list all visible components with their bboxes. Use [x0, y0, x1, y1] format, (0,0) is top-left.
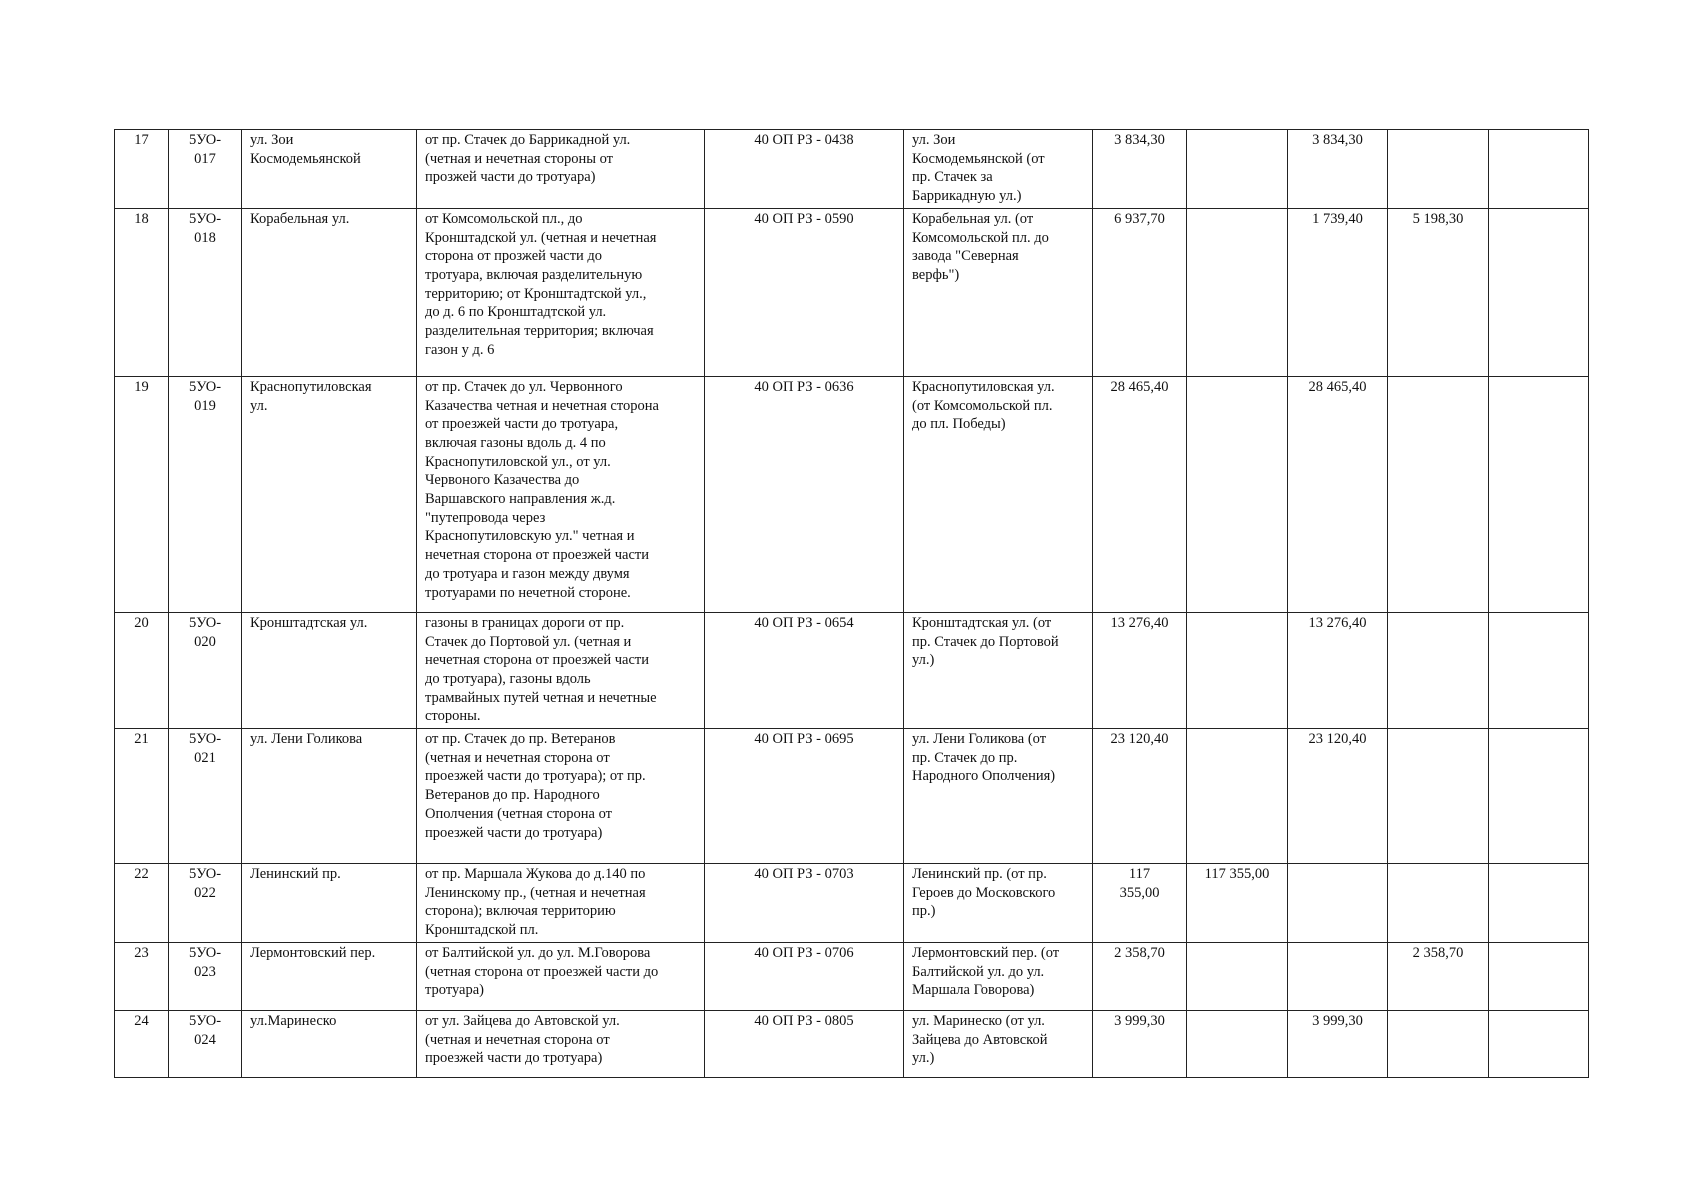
total-area-text: 3 834,30 [1114, 132, 1165, 148]
area-category-2 [1288, 376, 1388, 612]
row-number-text: 19 [134, 378, 149, 395]
area-category-1 [1187, 729, 1288, 864]
roads-table [114, 129, 1589, 1078]
area-category-2 [1288, 864, 1388, 943]
road-name [242, 729, 417, 864]
total-area [1093, 942, 1187, 1010]
registry-number-text: 40 ОП РЗ - 0654 [754, 614, 854, 631]
registry-number [705, 942, 904, 1010]
area-category-4 [1489, 1010, 1589, 1077]
road-name-text: ул. Лени Голикова [250, 731, 363, 748]
area-category-4 [1489, 376, 1589, 612]
road-reference-text: ул. Маринеско (от ул. Зайцева до Автовской ул.) [912, 1012, 1048, 1067]
table-row [115, 942, 1589, 1010]
section-description [417, 942, 705, 1010]
area-category-2 [1288, 1010, 1388, 1077]
area-category-4 [1489, 130, 1589, 209]
row-code-text: 5УО- 024 [188, 1012, 222, 1048]
area-category-3 [1388, 376, 1489, 612]
road-reference-text: ул. Зои Космодемьянской (от пр. Стачек за Баррикадную ул.) [912, 132, 1045, 205]
area-category-1 [1187, 376, 1288, 612]
row-code [169, 208, 242, 376]
table-row [115, 208, 1589, 376]
road-reference-text: Кронштадтская ул. (от пр. Стачек до Портовой ул.) [912, 614, 1059, 669]
row-number-text: 18 [134, 210, 149, 227]
area-category-2 [1288, 130, 1388, 209]
area-category-2 [1288, 208, 1388, 376]
area-category-1 [1187, 208, 1288, 376]
section-description [417, 376, 705, 612]
total-area [1093, 208, 1187, 376]
road-reference-text: ул. Лени Голикова (от пр. Стачек до пр. Народного Ополчения) [912, 731, 1056, 785]
road-name-text: Ленинский пр. [250, 866, 341, 883]
row-number [115, 864, 169, 943]
registry-number [705, 208, 904, 376]
road-reference [904, 612, 1093, 728]
section-description-text: от ул. Зайцева до Автовской ул. (четная и нечетная сторона от проезжей части до тротуара) [425, 1012, 620, 1067]
section-description [417, 1010, 705, 1077]
area-category-4 [1489, 864, 1589, 943]
row-code-text: 5УО- 021 [188, 731, 222, 766]
row-code-text: 5УО- 019 [188, 378, 222, 414]
area-category-4 [1489, 612, 1589, 728]
registry-number [705, 1010, 904, 1077]
area-category-1-text: 117 355,00 [1204, 866, 1270, 883]
area-category-3-text: 5 198,30 [1412, 210, 1464, 227]
registry-number [705, 130, 904, 209]
area-category-1 [1187, 612, 1288, 728]
area-category-2 [1288, 729, 1388, 864]
row-number [115, 208, 169, 376]
table-row [115, 864, 1589, 943]
registry-number-text: 40 ОП РЗ - 0695 [754, 731, 854, 748]
area-category-3 [1388, 130, 1489, 209]
area-category-2 [1288, 942, 1388, 1010]
area-category-2-text: 23 120,40 [1308, 731, 1367, 748]
area-category-3 [1388, 208, 1489, 376]
section-description-text: от пр. Стачек до Баррикадной ул. (четная и нечетная стороны от прозжей части до тротуара) [425, 132, 631, 186]
road-name [242, 130, 417, 209]
registry-number [705, 376, 904, 612]
row-number-text: 23 [134, 944, 149, 961]
row-code-text: 5УО- 022 [188, 866, 222, 901]
section-description-text: от пр. Маршала Жукова до д.140 по Ленинскому пр., (четная и нечетная сторона); включая территорию Кронштадской пл. [425, 866, 646, 939]
total-area [1093, 612, 1187, 728]
road-reference [904, 376, 1093, 612]
area-category-4 [1489, 729, 1589, 864]
registry-number-text: 40 ОП РЗ - 0636 [754, 378, 854, 395]
section-description [417, 729, 705, 864]
total-area-text: 117 355,00 [1119, 866, 1160, 901]
table-row [115, 1010, 1589, 1077]
area-category-1 [1187, 942, 1288, 1010]
section-description [417, 612, 705, 728]
area-category-2 [1288, 612, 1388, 728]
total-area-text: 28 465,40 [1110, 378, 1169, 395]
area-category-2-text: 3 999,30 [1312, 1012, 1363, 1029]
registry-number-text: 40 ОП РЗ - 0706 [754, 944, 854, 961]
registry-number [705, 864, 904, 943]
road-name [242, 942, 417, 1010]
area-category-3-text: 2 358,70 [1412, 944, 1464, 961]
table-row [115, 612, 1589, 728]
road-name-text: Краснопутиловская ул. [250, 378, 372, 414]
road-reference [904, 729, 1093, 864]
road-name-text: Кронштадтская ул. [250, 614, 368, 631]
table-row [115, 729, 1589, 864]
row-number-text: 24 [134, 1012, 149, 1029]
registry-number [705, 612, 904, 728]
area-category-2-text: 28 465,40 [1308, 378, 1367, 395]
section-description [417, 208, 705, 376]
row-number-text: 17 [134, 132, 149, 148]
total-area [1093, 376, 1187, 612]
area-category-1 [1187, 864, 1288, 943]
total-area-text: 6 937,70 [1114, 210, 1165, 227]
road-reference-text: Лермонтовский пер. (от Балтийской ул. до ул. Маршала Говорова) [912, 944, 1060, 999]
total-area [1093, 130, 1187, 209]
road-name [242, 208, 417, 376]
area-category-1 [1187, 1010, 1288, 1077]
registry-number-text: 40 ОП РЗ - 0590 [754, 210, 854, 227]
total-area-text: 2 358,70 [1114, 944, 1165, 961]
row-number-text: 20 [134, 614, 149, 631]
row-number [115, 942, 169, 1010]
section-description-text: от Комсомольской пл., до Кронштадской ул. (четная и нечетная сторона от прозжей части до тротуара, включая разделительную территорию; от Кронштадтской ул., до д. 6 по Кронштадтской ул. разделительная территория; включая газон у д. 6 [425, 210, 657, 358]
section-description-text: от пр. Стачек до пр. Ветеранов (четная и нечетная сторона от проезжей части до тротуара); от пр. Ветеранов до пр. Народного Ополчения (четная сторона от проезжей части до тротуара) [425, 731, 646, 841]
area-category-3 [1388, 864, 1489, 943]
road-reference [904, 942, 1093, 1010]
registry-number-text: 40 ОП РЗ - 0703 [754, 866, 854, 883]
total-area [1093, 864, 1187, 943]
area-category-3 [1388, 942, 1489, 1010]
row-number-text: 22 [134, 866, 149, 883]
section-description [417, 864, 705, 943]
road-reference [904, 130, 1093, 209]
row-code [169, 864, 242, 943]
area-category-3 [1388, 729, 1489, 864]
road-name-text: ул. Зои Космодемьянской [250, 132, 361, 167]
road-reference-text: Краснопутиловская ул. (от Комсомольской пл. до пл. Победы) [912, 378, 1055, 433]
road-name-text: ул.Маринеско [250, 1012, 337, 1029]
section-description-text: от Балтийской ул. до ул. М.Говорова (четная сторона от проезжей части до тротуара) [425, 944, 659, 999]
road-name [242, 864, 417, 943]
area-category-3 [1388, 612, 1489, 728]
road-name-text: Корабельная ул. [250, 210, 350, 227]
road-reference [904, 1010, 1093, 1077]
area-category-3 [1388, 1010, 1489, 1077]
table-row [115, 130, 1589, 209]
registry-number-text: 40 ОП РЗ - 0805 [754, 1012, 854, 1029]
row-code-text: 5УО- 017 [188, 132, 222, 167]
row-code [169, 376, 242, 612]
area-category-1 [1187, 130, 1288, 209]
row-code [169, 942, 242, 1010]
total-area-text: 3 999,30 [1114, 1012, 1165, 1029]
area-category-2-text: 3 834,30 [1312, 132, 1363, 148]
row-code-text: 5УО- 020 [188, 614, 222, 650]
total-area-text: 13 276,40 [1110, 614, 1169, 631]
area-category-2-text: 1 739,40 [1312, 210, 1363, 227]
total-area [1093, 729, 1187, 864]
road-reference [904, 864, 1093, 943]
row-code [169, 1010, 242, 1077]
registry-number [705, 729, 904, 864]
row-code [169, 130, 242, 209]
registry-number-text: 40 ОП РЗ - 0438 [754, 132, 854, 148]
row-code [169, 729, 242, 864]
row-number [115, 376, 169, 612]
road-name-text: Лермонтовский пер. [250, 944, 376, 961]
road-name [242, 1010, 417, 1077]
total-area [1093, 1010, 1187, 1077]
table-body [115, 130, 1589, 1078]
row-code-text: 5УО- 018 [188, 210, 222, 246]
section-description [417, 130, 705, 209]
road-name [242, 612, 417, 728]
road-reference [904, 208, 1093, 376]
row-number-text: 21 [134, 731, 149, 748]
row-code-text: 5УО- 023 [188, 944, 222, 980]
row-number [115, 612, 169, 728]
row-number [115, 130, 169, 209]
road-name [242, 376, 417, 612]
area-category-4 [1489, 208, 1589, 376]
area-category-4 [1489, 942, 1589, 1010]
section-description-text: газоны в границах дороги от пр. Стачек до Портовой ул. (четная и нечетная сторона от проезжей части до тротуара), газоны вдоль трамвайных путей четная и нечетные стороны. [425, 614, 657, 725]
row-number [115, 729, 169, 864]
row-number [115, 1010, 169, 1077]
road-reference-text: Корабельная ул. (от Комсомольской пл. до завода "Северная верфь") [912, 210, 1049, 283]
section-description-text: от пр. Стачек до ул. Червонного Казачества четная и нечетная сторона от проезжей части до тротуара, включая газоны вдоль д. 4 по Краснопутиловской ул., от ул. Червоного Казачества до Варшавского направления ж.д. "путепровода через Краснопутиловскую ул." четная и нечетная сторона от проезжей части до тротуара и газон между двумя тротуарами по нечетной стороне. [425, 378, 659, 601]
row-code [169, 612, 242, 728]
road-reference-text: Ленинский пр. (от пр. Героев до Московского пр.) [912, 866, 1056, 920]
table-row [115, 376, 1589, 612]
total-area-text: 23 120,40 [1110, 731, 1169, 748]
area-category-2-text: 13 276,40 [1308, 614, 1367, 631]
